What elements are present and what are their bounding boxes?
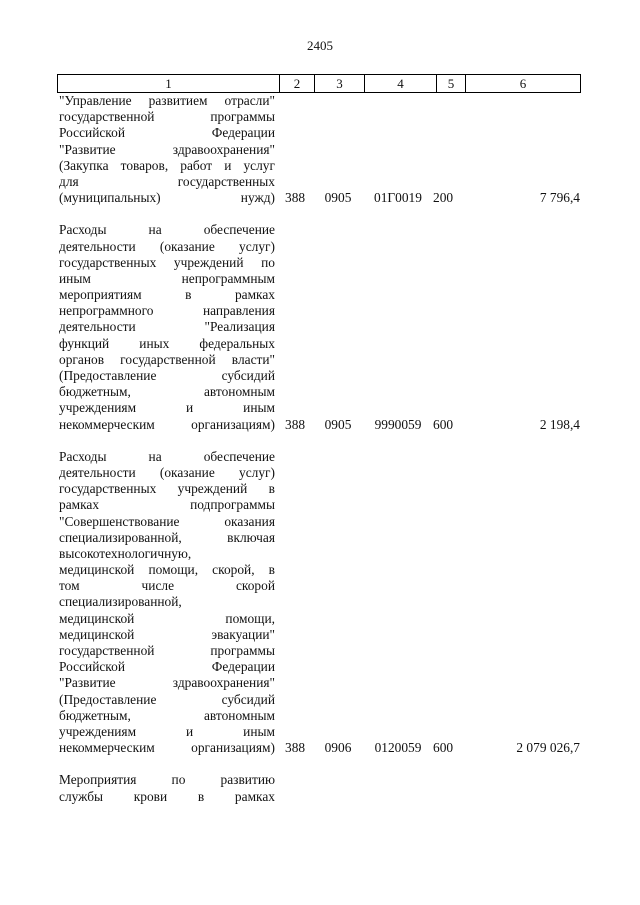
description-line: Расходы на обеспечение — [59, 222, 275, 238]
row-description — [59, 222, 275, 432]
amount: 7 796,4 — [539, 190, 580, 206]
page-number: 2405 — [307, 38, 333, 53]
description-line: некоммерческим организациям) — [59, 416, 275, 432]
table-row — [59, 222, 580, 432]
admin-code: 388 — [285, 416, 306, 432]
description-line: (Закупка товаров, работ и услуг — [59, 157, 275, 173]
expense-type: 600 — [433, 416, 454, 432]
description-line: "Развитие здравоохранения" — [59, 675, 275, 691]
row-codes — [275, 772, 580, 804]
description-line: Российской Федерации — [59, 125, 275, 141]
header-col-4: 4 — [365, 75, 437, 92]
description-line: (муниципальных) нужд) — [59, 190, 275, 206]
description-line: Российской Федерации — [59, 659, 275, 675]
header-col-2: 2 — [280, 75, 315, 92]
admin-code: 388 — [285, 190, 306, 206]
header-col-5: 5 — [437, 75, 466, 92]
description-line: "Развитие здравоохранения" — [59, 141, 275, 157]
header-col-3: 3 — [315, 75, 365, 92]
description-line: бюджетным, автономным — [59, 707, 275, 723]
amount: 2 198,4 — [539, 416, 580, 432]
description-line: "Совершенствование оказания — [59, 513, 275, 529]
description-line: деятельности (оказание услуг) — [59, 464, 275, 480]
row-description — [59, 772, 275, 804]
description-line: специализированной, включая — [59, 529, 275, 545]
row-codes — [275, 449, 580, 757]
description-line: государственной программы — [59, 643, 275, 658]
description-line: медицинской эвакуации" — [59, 626, 275, 642]
description-line: учреждениям и иным — [59, 400, 275, 416]
description-line: службы крови в рамках — [59, 788, 275, 804]
section-code: 0906 — [324, 740, 352, 756]
admin-code: 388 — [285, 740, 306, 756]
table-row — [59, 93, 580, 206]
description-line: бюджетным, автономным — [59, 384, 275, 400]
description-line: "Управление развитием отрасли" — [59, 93, 275, 108]
target-article: 9990059 — [374, 416, 422, 432]
description-line: государственных учреждений по — [59, 254, 275, 270]
target-article: 0120059 — [374, 740, 422, 756]
description-line: медицинской помощи, — [59, 610, 275, 626]
description-line: Расходы на обеспечение — [59, 448, 275, 464]
row-codes — [275, 222, 580, 432]
description-line: рамках подпрограммы — [59, 497, 275, 513]
description-line: Мероприятия по развитию — [59, 772, 275, 788]
description-line: медицинской помощи, скорой, в — [59, 562, 275, 578]
description-line: органов государственной власти" — [59, 351, 275, 367]
expense-type: 200 — [433, 190, 454, 206]
description-line: государственных учреждений в — [59, 481, 275, 497]
description-line: непрограммного направления — [59, 303, 275, 319]
description-line: некоммерческим организациям) — [59, 740, 275, 756]
header-col-6: 6 — [519, 76, 527, 91]
header-col-1: 1 — [58, 75, 280, 92]
row-description — [59, 449, 275, 757]
description-line: (Предоставление субсидий — [59, 691, 275, 707]
description-line: для государственных — [59, 173, 275, 189]
description-line: учреждениям и иным — [59, 723, 275, 739]
section-code: 0905 — [324, 190, 352, 206]
target-article: 01Г0019 — [374, 190, 422, 206]
description-line: специализированной, — [59, 594, 182, 610]
amount: 2 079 026,7 — [516, 740, 580, 756]
description-line: деятельности (оказание услуг) — [59, 238, 275, 254]
table-header — [57, 74, 581, 93]
table-body — [59, 93, 580, 821]
table-row — [59, 449, 580, 757]
description-line: иным непрограммным — [59, 270, 275, 286]
description-line: государственной программы — [59, 109, 275, 125]
row-description — [59, 93, 275, 206]
expense-type: 600 — [433, 740, 454, 756]
description-line: мероприятиям в рамках — [59, 287, 275, 303]
description-line: деятельности "Реализация — [59, 319, 275, 335]
table-row — [59, 772, 580, 804]
row-codes — [275, 93, 580, 206]
section-code: 0905 — [324, 416, 352, 432]
description-line: высокотехнологичную, — [59, 545, 192, 561]
description-line: том числе скорой — [59, 578, 275, 594]
description-line: функций иных федеральных — [59, 335, 275, 351]
description-line: (Предоставление субсидий — [59, 368, 275, 383]
